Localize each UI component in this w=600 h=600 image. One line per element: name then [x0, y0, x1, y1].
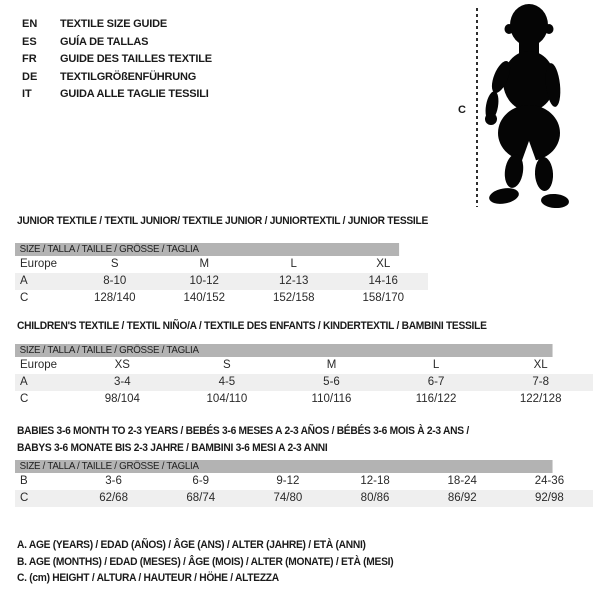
height-value: 116/122	[415, 393, 457, 405]
row-label: C	[20, 492, 29, 504]
language-list	[22, 16, 212, 104]
age-value: 12-13	[279, 275, 309, 287]
height-value: 158/170	[362, 292, 405, 304]
height-value: 140/152	[183, 292, 226, 304]
baby-silhouette-icon	[483, 3, 593, 210]
age-value: 12-18	[360, 475, 390, 487]
age-value: 3-6	[105, 475, 122, 487]
guide-title-fr: GUIDE DES TAILLES TEXTILE	[60, 53, 212, 65]
language-code: FR	[22, 53, 37, 65]
table-row-europe	[15, 256, 428, 273]
age-value: 10-12	[189, 275, 219, 287]
size-value: XS	[114, 359, 130, 371]
height-value: 122/128	[519, 393, 562, 405]
size-table-junior	[15, 243, 428, 307]
guide-title-es: GUÍA DE TALLAS	[60, 35, 149, 48]
height-value: 128/140	[93, 292, 136, 304]
size-value: S	[223, 359, 231, 371]
size-value: L	[290, 258, 297, 270]
language-code: IT	[22, 88, 32, 100]
age-value: 18-24	[447, 475, 477, 487]
language-row-es	[22, 34, 212, 52]
row-label: A	[20, 376, 28, 388]
age-value: 8-10	[103, 275, 127, 287]
height-measure-label: C	[458, 104, 466, 116]
size-table-children	[15, 344, 593, 408]
age-value: 6-7	[427, 376, 445, 388]
language-row-it	[22, 86, 212, 104]
height-value: 80/86	[360, 492, 390, 504]
language-code: DE	[22, 70, 38, 83]
table-row-height-cm	[15, 290, 428, 307]
guide-title-de: TEXTILGRÖßENFÜHRUNG	[60, 70, 197, 83]
age-value: 5-6	[323, 376, 340, 388]
table-row-height-cm	[15, 391, 593, 408]
size-table-header: SIZE / TALLA / TAILLE / GRÖSSE / TAGLIA	[15, 344, 553, 357]
section-title-babies-line1: BABIES 3-6 MONTH TO 2-3 YEARS / BEBÉS 3-6 MESES A 2-3 AÑOS / BÉBÉS 3-6 MOIS À 2-3 ANS /	[17, 425, 469, 437]
legend-age-years: A. AGE (YEARS) / EDAD (AÑOS) / ÂGE (ANS) / ALTER (JAHRE) / ETÀ (ANNI)	[17, 539, 366, 551]
language-code: EN	[22, 18, 38, 30]
row-label: Europe	[20, 359, 58, 371]
section-title-children: CHILDREN'S TEXTILE / TEXTIL NIÑO/A / TEXTILE DES ENFANTS / KINDERTEXTIL / BAMBINI TESSILE	[17, 320, 487, 332]
size-value: M	[326, 359, 337, 371]
age-value: 3-4	[113, 376, 131, 388]
table-row-age-months	[15, 473, 593, 490]
row-label: B	[20, 475, 28, 487]
table-row-europe	[15, 357, 593, 374]
section-title-babies-line2: BABYS 3-6 MONATE BIS 2-3 JAHRE / BAMBINI 3-6 MESI A 2-3 ANNI	[17, 442, 328, 454]
height-value: 152/158	[272, 292, 315, 304]
size-value: XL	[533, 359, 548, 371]
size-table-header: SIZE / TALLA / TAILLE / GRÖSSE / TAGLIA	[15, 460, 553, 473]
row-label: C	[20, 393, 29, 405]
guide-title-en: TEXTILE SIZE GUIDE	[60, 18, 168, 30]
size-table-header: SIZE / TALLA / TAILLE / GRÖSSE / TAGLIA	[15, 243, 399, 256]
legend-age-months: B. AGE (MONTHS) / EDAD (MESES) / ÂGE (MOIS) / ALTER (MONATE) / ETÀ (MESI)	[17, 555, 394, 568]
age-value: 14-16	[368, 275, 398, 287]
age-value: 24-36	[534, 475, 565, 487]
language-row-en	[22, 16, 212, 34]
row-label: A	[20, 275, 28, 287]
height-value: 104/110	[206, 393, 248, 405]
age-value: 7-8	[532, 376, 549, 388]
size-value: L	[432, 359, 440, 371]
section-title-junior: JUNIOR TEXTILE / TEXTIL JUNIOR/ TEXTILE JUNIOR / JUNIORTEXTIL / JUNIOR TESSILE	[17, 215, 428, 227]
height-measure-dotted-line	[476, 8, 478, 207]
row-label: Europe	[20, 258, 58, 270]
height-value: 68/74	[186, 492, 216, 504]
table-row-age-years	[15, 374, 593, 391]
legend-height-cm: C. (cm) HEIGHT / ALTURA / HAUTEUR / HÖHE / ALTEZZA	[17, 572, 279, 584]
size-table-babies	[15, 460, 593, 507]
table-row-age-years	[15, 273, 428, 290]
height-value: 86/92	[447, 492, 477, 504]
size-value: S	[110, 258, 119, 270]
height-value: 74/80	[273, 492, 303, 504]
language-code: ES	[22, 35, 37, 48]
language-row-de	[22, 69, 212, 87]
age-value: 6-9	[192, 475, 210, 487]
height-value: 62/68	[99, 492, 128, 504]
legend	[17, 537, 422, 587]
table-row-height-cm	[15, 490, 593, 507]
height-value: 98/104	[104, 393, 140, 405]
age-value: 9-12	[276, 475, 300, 487]
height-value: 92/98	[535, 492, 564, 504]
age-value: 4-5	[218, 376, 236, 388]
size-value: M	[199, 258, 210, 270]
guide-title-it: GUIDA ALLE TAGLIE TESSILI	[60, 88, 209, 100]
language-row-fr	[22, 51, 212, 69]
height-value: 110/116	[311, 393, 352, 405]
size-value: XL	[376, 258, 391, 270]
row-label: C	[20, 292, 29, 304]
